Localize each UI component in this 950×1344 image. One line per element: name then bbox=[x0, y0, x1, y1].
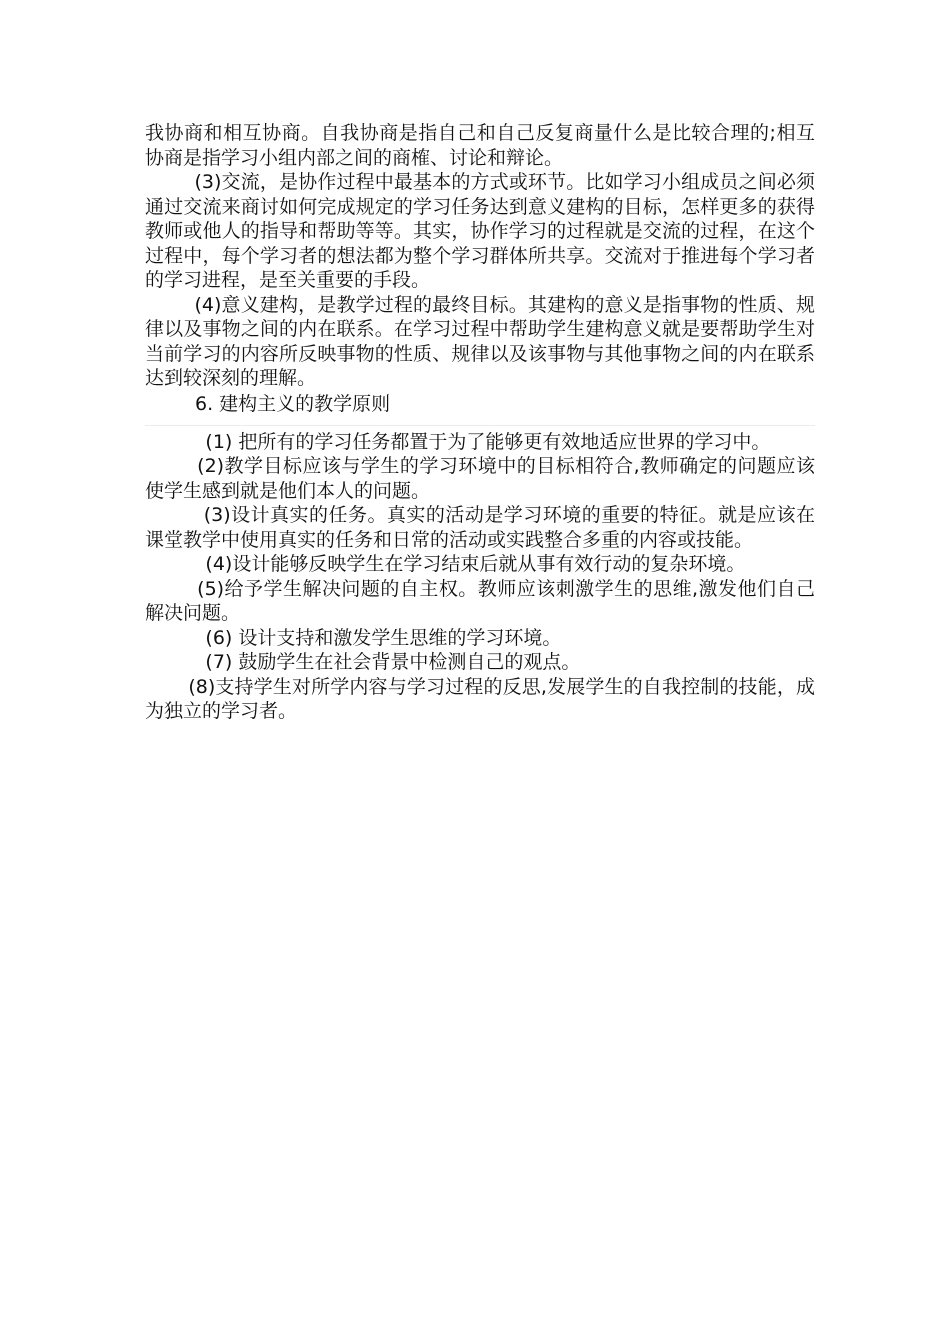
principle-item-1: (1) 把所有的学习任务都置于为了能够更有效地适应世界的学习中。 bbox=[145, 430, 771, 453]
paragraph-meaning-construction: (4)意义建构，是教学过程的最终目标。其建构的意义是指事物的性质、规律以及事物之间的内在联系。在学习过程中帮助学生建构意义就是要帮助学生对当前学习的内容所反映事物的性质、规律以及该事物与其他事物之间的内在联系达到较深刻的理解。 bbox=[145, 293, 815, 389]
principle-item-2: (2)教学目标应该与学生的学习环境中的目标相符合,教师确定的问题应该使学生感到就是他们本人的问题。 bbox=[145, 455, 815, 502]
document-page bbox=[145, 121, 815, 724]
paragraph-communication: (3)交流，是协作过程中最基本的方式或环节。比如学习小组成员之间必须通过交流来商讨如何完成规定的学习任务达到意义建构的目标，怎样更多的获得教师或他人的指导和帮助等等。其实，协作学习的过程就是交流的过程，在这个过程中，每个学习者的想法都为整个学习群体所共享。交流对于推进每个学习者的学习进程，是至关重要的手段。 bbox=[145, 171, 815, 291]
divider bbox=[145, 425, 815, 426]
paragraph-negotiation: 我协商和相互协商。自我协商是指自己和自己反复商量什么是比较合理的;相互协商是指学习小组内部之间的商榷、讨论和辩论。 bbox=[145, 122, 815, 169]
principle-item-4: (4)设计能够反映学生在学习结束后就从事有效行动的复杂环境。 bbox=[145, 553, 746, 575]
principle-item-6: (6) 设计支持和激发学生思维的学习环境。 bbox=[145, 626, 562, 649]
section-heading: 6. 建构主义的教学原则 bbox=[195, 392, 391, 415]
principle-item-5: (5)给予学生解决问题的自主权。教师应该刺激学生的思维,激发他们自己解决问题。 bbox=[145, 577, 815, 624]
principle-item-8: (8)支持学生对所学内容与学习过程的反思,发展学生的自我控制的技能，成为独立的学习者。 bbox=[145, 675, 815, 722]
principle-item-7: (7) 鼓励学生在社会背景中检测自己的观点。 bbox=[145, 651, 581, 673]
principle-item-3: (3)设计真实的任务。真实的活动是学习环境的重要的特征。就是应该在课堂教学中使用真实的任务和日常的活动或实践整合多重的内容或技能。 bbox=[145, 504, 816, 551]
